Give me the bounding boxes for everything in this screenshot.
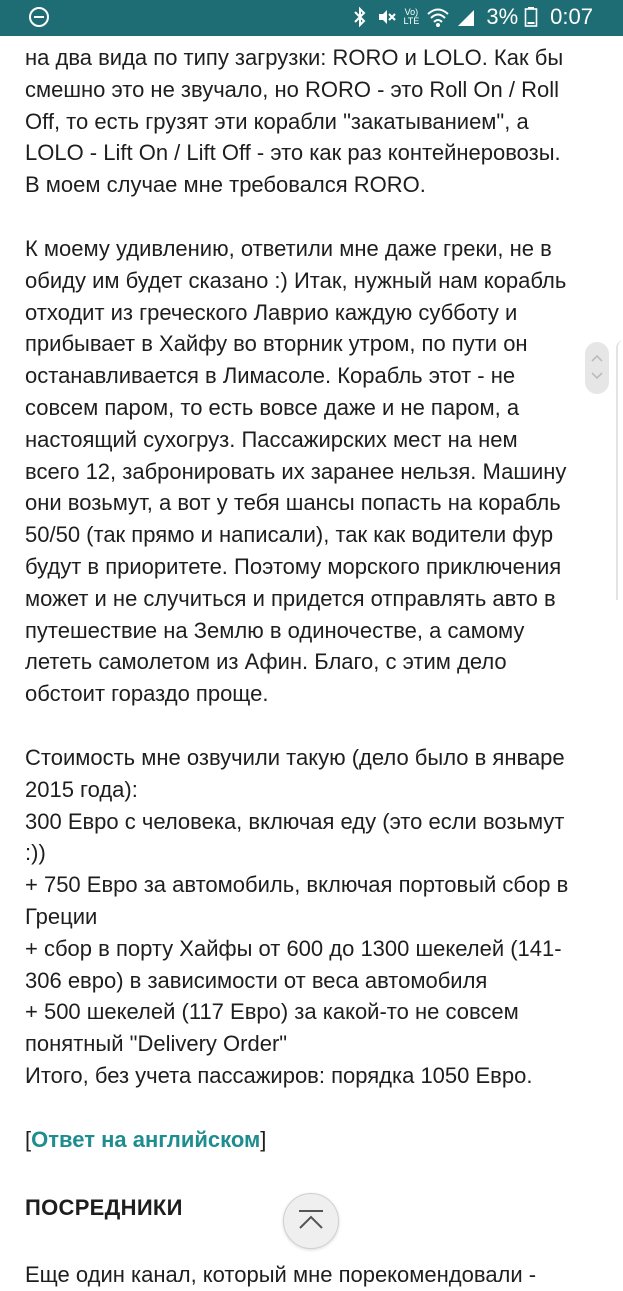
notification-icon (28, 6, 50, 28)
page-edge (616, 340, 623, 600)
cost-line-total: Итого, без учета пассажиров: порядка 1050 Евро. (25, 1062, 533, 1088)
paragraph-cost-intro: Стоимость мне озвучили такую (дело было в январе 2015 года): (25, 744, 565, 802)
cost-list (25, 806, 600, 1092)
section-heading: ПОСРЕДНИКИ (25, 1194, 183, 1220)
cost-line-passenger: 300 Евро с человека, включая еду (это если возьмут :)) (25, 808, 565, 866)
paragraph-next: Еще один канал, который мне порекомендовали - (25, 1262, 537, 1288)
wifi-icon (426, 6, 450, 28)
paragraph-greek-ship: К моему удивлению, ответили мне даже греки, не в обиду им будет сказано :) Итак, нужный нам корабль отходит из греческого Лаврио каждую субботу и прибывает в Хайфу во вторник утром, по пути он останавливается в Лимасоле. Корабль этот - не совсем паром, то есть вовсе даже и не паром, а настоящий сухогруз. Пассажирских мест на нем всего 12, забронировать их заранее нельзя. Машину они возьмут, а вот у тебя шансы попасть на корабль 50/50 (так прямо и написали), так как водители фур будут в приоритете. Поэтому морского приключения может и не случиться и придется отправлять авто в путешествие на Землю в одиночестве, а самому лететь самолетом из Афин. Благо, с этим дело обстоит гораздо проще. (25, 235, 567, 707)
mute-icon (376, 6, 396, 28)
chevron-down-icon (591, 372, 603, 380)
battery-icon (524, 6, 538, 28)
signal-icon (456, 6, 476, 28)
chevron-up-icon (297, 1209, 325, 1231)
cost-line-haifa-port: + сбор в порту Хайфы от 600 до 1300 шекелей (141- 306 евро) в зависимости от веса автомобиля (25, 935, 562, 993)
article-body (25, 42, 600, 1291)
scroll-handle[interactable] (585, 342, 609, 394)
cost-line-car: + 750 Евро за автомобиль, включая портовый сбор в Греции (25, 872, 569, 929)
battery-percent: 3% (486, 4, 519, 29)
paragraph-shipping-types: на два вида по типу загрузки: RORO и LOLO. Как бы смешно это не звучало, но RORO - это Roll On / Roll Off, то есть грузят эти корабли "закатыванием", а LOLO - Lift On / Lift Off - это как раз контейнеровозы. В моем случае мне требовался RORO. (25, 45, 564, 198)
cost-line-delivery-order: + 500 шекелей (117 Евро) за какой-то не совсем понятный "Delivery Order" (25, 999, 519, 1057)
status-bar (0, 0, 623, 36)
answer-link-line (25, 1124, 600, 1156)
clock: 0:07 (550, 4, 593, 29)
volte-icon: Vo) LTE (403, 7, 420, 26)
bracket-open: [ (25, 1126, 32, 1152)
chevron-up-icon (591, 354, 603, 362)
bracket-close: ] (260, 1126, 267, 1152)
bluetooth-icon (350, 6, 370, 28)
back-to-top-button[interactable] (283, 1193, 339, 1249)
answer-in-english-link[interactable]: Ответ на английском (31, 1126, 261, 1152)
